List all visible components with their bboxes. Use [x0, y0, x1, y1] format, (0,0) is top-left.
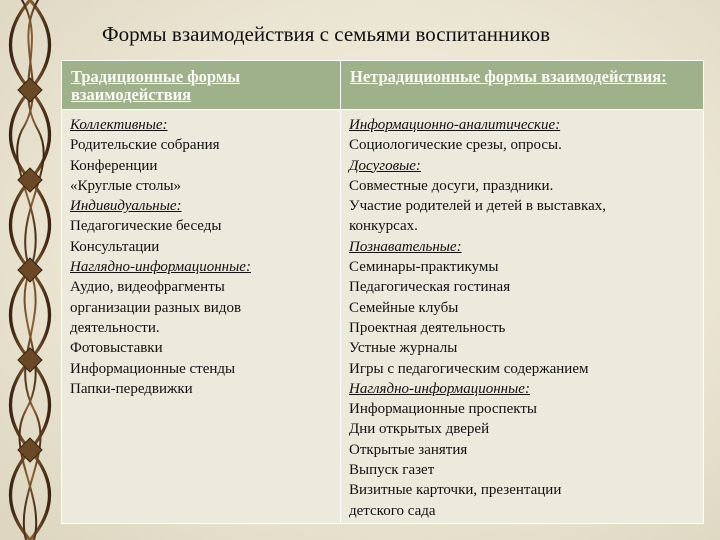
category-heading: Досуговые:	[349, 157, 421, 174]
list-item: Дни открытых дверей	[349, 421, 490, 438]
celtic-knot-border-ornament-icon	[0, 0, 62, 540]
list-item: детского сада	[349, 502, 436, 519]
list-item: Проектная деятельность	[349, 319, 506, 336]
header-traditional-forms: Традиционные формы взаимодействия	[62, 61, 341, 110]
table-row	[62, 110, 704, 524]
list-item: Фотовыставки	[70, 340, 163, 357]
list-item: Родительские собрания	[70, 137, 220, 154]
forms-table	[61, 60, 704, 524]
list-item: Конференции	[70, 157, 158, 174]
list-item: Семинары-практикумы	[349, 259, 499, 276]
page-title: Формы взаимодействия с семьями воспитанников	[102, 22, 551, 46]
list-item: конкурсах.	[349, 218, 418, 235]
list-item: Семейные клубы	[349, 299, 459, 316]
list-item: Игры с педагогическим содержанием	[349, 360, 589, 377]
category-heading: Познавательные:	[349, 238, 462, 255]
list-item: Совместные досуги, праздники.	[349, 177, 554, 194]
nontraditional-forms-cell	[341, 110, 704, 524]
header-nontraditional-forms: Нетрадиционные формы взаимодействия:	[341, 61, 704, 110]
traditional-forms-cell	[62, 110, 341, 524]
list-item: Участие родителей и детей в выставках,	[349, 198, 606, 215]
category-heading: Коллективные:	[70, 117, 168, 133]
list-item: Устные журналы	[349, 340, 458, 357]
list-item: Педагогическая гостиная	[349, 279, 511, 296]
list-item: деятельности.	[70, 319, 160, 336]
list-item: Педагогические беседы	[70, 218, 222, 235]
list-item: «Круглые столы»	[70, 177, 182, 194]
table-header-row	[62, 61, 704, 110]
list-item: Аудио, видеофрагменты	[70, 279, 225, 296]
list-item: Консультации	[70, 238, 160, 255]
list-item: Открытые занятия	[349, 441, 468, 458]
list-item: Визитные карточки, презентации	[349, 482, 562, 499]
category-heading: Информационно-аналитические:	[349, 117, 561, 133]
list-item: Информационные проспекты	[349, 401, 537, 418]
category-heading: Наглядно-информационные:	[349, 380, 530, 397]
list-item: Выпуск газет	[349, 462, 435, 479]
list-item: Папки-передвижки	[70, 380, 193, 397]
category-heading: Наглядно-информационные:	[70, 259, 251, 276]
category-heading: Индивидуальные:	[70, 198, 182, 215]
list-item: организации разных видов	[70, 299, 242, 316]
list-item: Социологические срезы, опросы.	[349, 137, 562, 154]
list-item: Информационные стенды	[70, 360, 236, 377]
